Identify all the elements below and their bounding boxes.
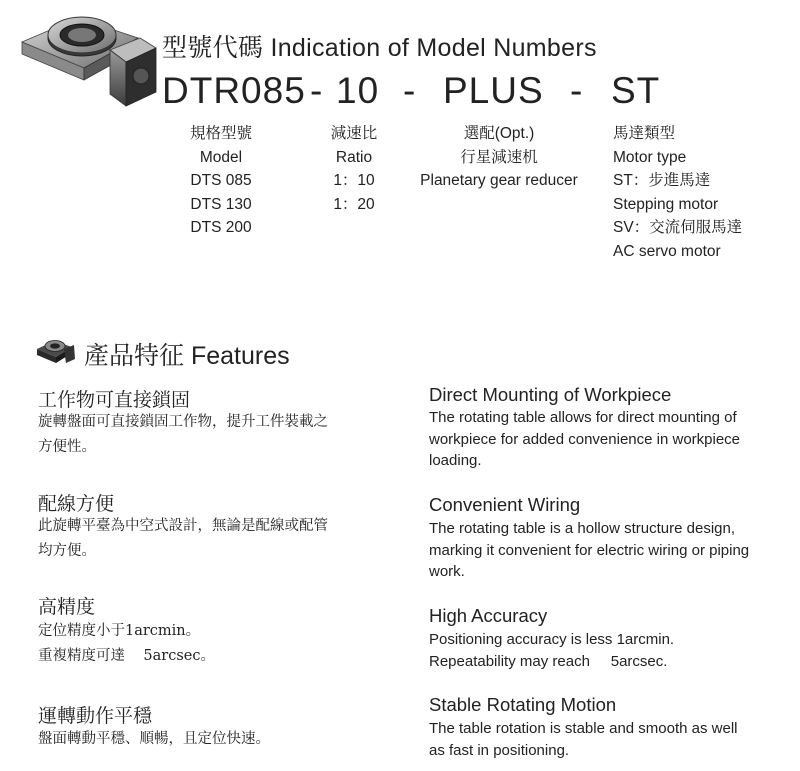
- model-code-option: PLUS: [443, 70, 544, 111]
- model-code-motor: ST: [611, 70, 661, 111]
- feature-title-en: High Accuracy: [429, 605, 548, 626]
- feature-title-zh: 高精度: [38, 596, 96, 618]
- motor-option: SV：交流伺服馬達: [613, 219, 743, 236]
- feature-line: Repeatability may reach 5arcsec.: [429, 652, 668, 670]
- feature-body-zh: [38, 410, 398, 460]
- feature-body-zh: [38, 727, 398, 752]
- model-column-subheading: Model: [199, 148, 243, 166]
- feature-line: 盤面轉動平穩、順暢，且定位快速。: [38, 731, 270, 747]
- model-code-separator: -: [310, 70, 324, 111]
- motor-column-heading: 馬達類型: [613, 125, 676, 142]
- feature-body-en: [429, 407, 789, 472]
- feature-title-zh: 運轉動作平穩: [38, 705, 153, 727]
- motor-column: [613, 122, 742, 263]
- motor-option-english: Stepping motor: [613, 195, 719, 213]
- ratio-column: [322, 122, 386, 216]
- model-code-separator: -: [570, 70, 584, 111]
- option-column-subheading: 行星減速机: [460, 148, 538, 166]
- option-value: Planetary gear reducer: [420, 172, 578, 189]
- feature-line: The rotating table is a hollow structure design,: [429, 520, 735, 537]
- feature-body-en: [429, 629, 789, 672]
- feature-line: The rotating table allows for direct mounting of: [429, 409, 737, 426]
- feature-title-zh: 工作物可直接鎖固: [38, 389, 191, 411]
- ratio-column-subheading: Ratio: [335, 148, 373, 166]
- model-code-ratio: 10: [336, 70, 380, 111]
- page-title: 型號代碼 Indication of Model Numbers: [162, 34, 597, 62]
- option-column: [408, 122, 590, 193]
- feature-line: loading.: [429, 452, 482, 469]
- feature-line: 均方便。: [38, 543, 96, 559]
- ratio-option: 1：10: [333, 172, 375, 189]
- feature-body-zh: [38, 514, 398, 564]
- model-option: DTS 130: [190, 195, 252, 213]
- feature-line: 定位精度小于1arcmin。: [38, 623, 201, 639]
- model-code-separator: -: [403, 70, 417, 111]
- feature-line: 旋轉盤面可直接鎖固工作物，提升工件裝載之: [38, 414, 328, 430]
- feature-title-en: Direct Mounting of Workpiece: [429, 384, 672, 405]
- feature-line: work.: [429, 563, 465, 580]
- feature-line: Positioning accuracy is less 1arcmin.: [429, 631, 675, 648]
- feature-body-zh: [38, 619, 398, 669]
- feature-title-en: Stable Rotating Motion: [429, 694, 617, 715]
- ratio-column-heading: 減速比: [330, 125, 378, 142]
- features-heading: 產品特征 Features: [84, 342, 290, 370]
- rotary-table-icon: [36, 335, 76, 367]
- rotary-table-product-image: [18, 10, 158, 110]
- model-column-heading: 規格型號: [189, 125, 252, 142]
- feature-line: workpiece for added convenience in workpiece: [429, 430, 741, 448]
- feature-title-zh: 配線方便: [38, 493, 115, 515]
- feature-body-en: [429, 518, 789, 583]
- feature-line: 此旋轉平臺為中空式設計，無論是配線或配管: [38, 518, 328, 534]
- ratio-option: 1：20: [333, 195, 375, 213]
- feature-body-en: [429, 718, 789, 761]
- motor-column-subheading: Motor type: [613, 148, 687, 166]
- model-code-base: DTR085: [162, 70, 306, 111]
- motor-option: ST：步進馬達: [613, 172, 711, 189]
- model-option: DTS 085: [190, 172, 252, 189]
- option-column-heading: 選配(Opt.): [463, 125, 535, 142]
- feature-title-en: Convenient Wiring: [429, 494, 581, 515]
- feature-line: 方便性。: [38, 439, 96, 455]
- feature-line: 重複精度可達 5arcsec。: [38, 648, 216, 664]
- feature-line: The table rotation is stable and smooth as well: [429, 720, 738, 737]
- motor-option-english: AC servo motor: [613, 242, 721, 260]
- model-option: DTS 200: [190, 219, 252, 236]
- model-column: [185, 122, 257, 240]
- feature-line: marking it convenient for electric wiring or piping: [429, 541, 750, 559]
- feature-line: as fast in positioning.: [429, 741, 570, 759]
